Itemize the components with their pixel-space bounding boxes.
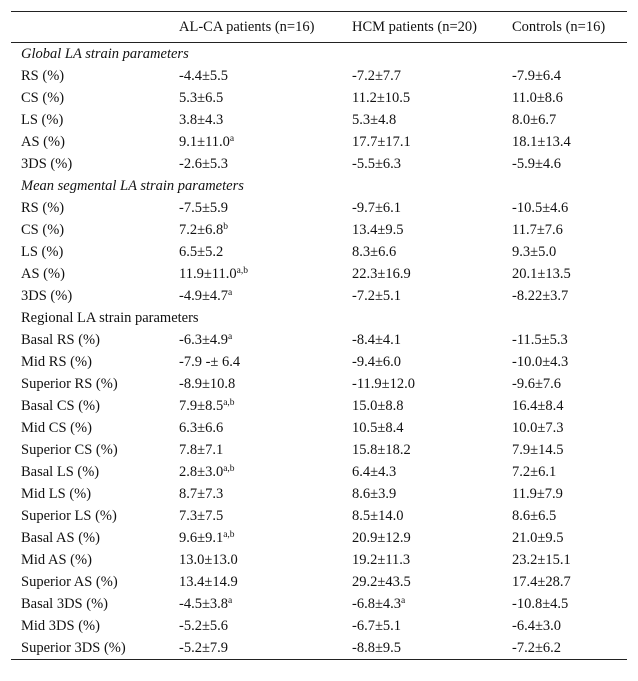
controls-value-cell (512, 109, 627, 131)
hcm-value: -9.4±6.0 (352, 354, 402, 370)
section-header-row (11, 43, 627, 66)
alca-value: 6.3±6.6 (179, 420, 224, 436)
controls-value: 7.2±6.1 (512, 464, 557, 480)
table-row (11, 197, 627, 219)
table-row (11, 417, 627, 439)
controls-value: -6.4±3.0 (512, 618, 562, 634)
alca-value: 2.8±3.0 (179, 464, 224, 480)
alca-value: -5.2±5.6 (179, 618, 229, 634)
hcm-value: -8.4±4.1 (352, 332, 402, 348)
row-label: CS (%) (21, 222, 65, 238)
hcm-value-cell (352, 285, 512, 307)
row-label: CS (%) (21, 90, 65, 106)
alca-value-cell (179, 109, 352, 131)
row-label: Basal AS (%) (21, 530, 100, 546)
controls-value: -7.2±6.2 (512, 640, 562, 656)
alca-value-footnote: a (229, 134, 235, 144)
table-row (11, 395, 627, 417)
row-label: RS (%) (21, 200, 65, 216)
hcm-value: 5.3±4.8 (352, 112, 397, 128)
alca-value-cell (179, 87, 352, 109)
hcm-value: 10.5±8.4 (352, 420, 404, 436)
hcm-value-cell (352, 329, 512, 351)
controls-value-cell (512, 549, 627, 571)
hcm-value-cell (352, 505, 512, 527)
table-row (11, 241, 627, 263)
alca-value-footnote: a,b (223, 530, 235, 540)
alca-value: -5.2±7.9 (179, 640, 229, 656)
hcm-value-cell (352, 153, 512, 175)
row-label: Mid LS (%) (21, 486, 92, 502)
row-label: Basal CS (%) (21, 398, 100, 414)
alca-value-footnote: a (228, 596, 233, 606)
hcm-value: -7.2±5.1 (352, 288, 402, 304)
table-row (11, 329, 627, 351)
controls-value-cell (512, 439, 627, 461)
table-row (11, 527, 627, 549)
controls-value: 17.4±28.7 (512, 574, 571, 590)
hcm-value: 19.2±11.3 (352, 552, 411, 568)
alca-value: 13.4±14.9 (179, 574, 238, 590)
row-label: Mid AS (%) (21, 552, 92, 568)
hcm-value: 20.9±12.9 (352, 530, 411, 546)
row-label: Basal LS (%) (21, 464, 100, 480)
table-row (11, 373, 627, 395)
alca-value-footnote: b (223, 222, 228, 232)
table-row (11, 637, 627, 660)
row-label: LS (%) (21, 244, 64, 260)
controls-value: 18.1±13.4 (512, 134, 571, 150)
alca-value-cell (179, 571, 352, 593)
alca-value-cell (179, 395, 352, 417)
hcm-value: -7.2±7.7 (352, 68, 402, 84)
alca-value: 7.8±7.1 (179, 442, 224, 458)
row-label: 3DS (%) (21, 288, 73, 304)
controls-value-cell (512, 461, 627, 483)
hcm-value: -11.9±12.0 (352, 376, 415, 392)
table-row (11, 483, 627, 505)
controls-value: -10.8±4.5 (512, 596, 569, 612)
alca-value: 7.2±6.8 (179, 222, 224, 238)
alca-value-cell (179, 505, 352, 527)
alca-value-footnote: a (228, 288, 233, 298)
alca-value: -4.5±3.8 (179, 596, 229, 612)
alca-value-cell (179, 417, 352, 439)
table-row (11, 571, 627, 593)
row-label: LS (%) (21, 112, 64, 128)
table-row (11, 439, 627, 461)
row-label: Mid 3DS (%) (21, 618, 100, 634)
controls-value-cell (512, 219, 627, 241)
alca-value: 6.5±5.2 (179, 244, 224, 260)
hcm-value-cell (352, 417, 512, 439)
controls-value: -9.6±7.6 (512, 376, 562, 392)
controls-value: 8.6±6.5 (512, 508, 557, 524)
alca-value: -7.9 -± 6.4 (179, 354, 241, 370)
alca-value-footnote: a (228, 332, 233, 342)
alca-value-cell (179, 439, 352, 461)
hcm-value-cell (352, 241, 512, 263)
alca-value-cell (179, 131, 352, 153)
hcm-value: 15.0±8.8 (352, 398, 404, 414)
hcm-value-cell (352, 461, 512, 483)
controls-value-cell (512, 197, 627, 219)
hcm-value: 6.4±4.3 (352, 464, 397, 480)
hcm-value-cell (352, 131, 512, 153)
hcm-value-cell (352, 219, 512, 241)
table-row (11, 593, 627, 615)
row-label: Mid CS (%) (21, 420, 92, 436)
controls-value-cell (512, 373, 627, 395)
alca-value-cell (179, 351, 352, 373)
table-row (11, 87, 627, 109)
controls-value: 11.0±8.6 (512, 90, 563, 106)
row-label: Superior AS (%) (21, 574, 118, 590)
controls-value: -5.9±4.6 (512, 156, 562, 172)
controls-value: 23.2±15.1 (512, 552, 571, 568)
table-row (11, 615, 627, 637)
table-row (11, 109, 627, 131)
table-row (11, 351, 627, 373)
controls-value-cell (512, 527, 627, 549)
controls-value: 11.9±7.9 (512, 486, 563, 502)
row-label: Mid RS (%) (21, 354, 92, 370)
alca-value-cell (179, 65, 352, 87)
hcm-value-cell (352, 395, 512, 417)
alca-value-cell (179, 483, 352, 505)
hcm-value-cell (352, 87, 512, 109)
hcm-value: -6.8±4.3 (352, 596, 402, 612)
alca-value: 7.9±8.5 (179, 398, 224, 414)
alca-value: -7.5±5.9 (179, 200, 229, 216)
header-blank (11, 12, 179, 43)
alca-value: -8.9±10.8 (179, 376, 236, 392)
alca-value-cell (179, 329, 352, 351)
row-label: AS (%) (21, 266, 65, 282)
alca-value-cell (179, 637, 352, 660)
hcm-value-cell (352, 549, 512, 571)
alca-value-cell (179, 263, 352, 285)
controls-value-cell (512, 571, 627, 593)
row-label: Superior LS (%) (21, 508, 117, 524)
controls-value-cell (512, 417, 627, 439)
hcm-value-cell (352, 351, 512, 373)
row-label: 3DS (%) (21, 156, 73, 172)
hcm-value-cell (352, 483, 512, 505)
alca-value-footnote: a,b (223, 464, 235, 474)
hcm-value: 8.6±3.9 (352, 486, 397, 502)
controls-value-cell (512, 593, 627, 615)
table-row (11, 131, 627, 153)
la-strain-table (11, 11, 627, 660)
table-body (11, 43, 627, 660)
hcm-value: 8.5±14.0 (352, 508, 404, 524)
table-header-row (11, 12, 627, 43)
hcm-value: 22.3±16.9 (352, 266, 411, 282)
controls-value-cell (512, 637, 627, 660)
alca-value: -4.4±5.5 (179, 68, 229, 84)
controls-value-cell (512, 263, 627, 285)
alca-value: 9.6±9.1 (179, 530, 224, 546)
hcm-value-footnote: a (401, 596, 406, 606)
table-row (11, 219, 627, 241)
alca-value-footnote: a,b (223, 398, 235, 408)
hcm-value: 17.7±17.1 (352, 134, 411, 150)
header-alca: AL-CA patients (n=16) (179, 19, 315, 35)
section-title: Global LA strain parameters (21, 46, 189, 62)
table-row (11, 549, 627, 571)
alca-value-cell (179, 615, 352, 637)
controls-value: -7.9±6.4 (512, 68, 562, 84)
hcm-value-cell (352, 439, 512, 461)
controls-value-cell (512, 395, 627, 417)
hcm-value-cell (352, 263, 512, 285)
strain-table-container (11, 11, 627, 660)
controls-value: 7.9±14.5 (512, 442, 564, 458)
alca-value-cell (179, 241, 352, 263)
hcm-value: 8.3±6.6 (352, 244, 397, 260)
table-row (11, 505, 627, 527)
hcm-value-cell (352, 109, 512, 131)
row-label: Superior CS (%) (21, 442, 118, 458)
controls-value: 11.7±7.6 (512, 222, 563, 238)
section-header-row (11, 307, 627, 329)
controls-value-cell (512, 351, 627, 373)
hcm-value-cell (352, 527, 512, 549)
header-hcm: HCM patients (n=20) (352, 19, 477, 35)
controls-value-cell (512, 329, 627, 351)
hcm-value-cell (352, 637, 512, 660)
row-label: Superior RS (%) (21, 376, 118, 392)
controls-value: 21.0±9.5 (512, 530, 564, 546)
header-controls: Controls (n=16) (512, 19, 606, 35)
alca-value: -2.6±5.3 (179, 156, 229, 172)
hcm-value: -9.7±6.1 (352, 200, 402, 216)
row-label: Superior 3DS (%) (21, 640, 126, 656)
hcm-value-cell (352, 593, 512, 615)
hcm-value-cell (352, 571, 512, 593)
hcm-value-cell (352, 197, 512, 219)
hcm-value: -6.7±5.1 (352, 618, 402, 634)
controls-value-cell (512, 285, 627, 307)
controls-value-cell (512, 483, 627, 505)
controls-value: 16.4±8.4 (512, 398, 564, 414)
alca-value-cell (179, 219, 352, 241)
controls-value-cell (512, 65, 627, 87)
alca-value: -6.3±4.9 (179, 332, 229, 348)
controls-value: 10.0±7.3 (512, 420, 564, 436)
table-row (11, 263, 627, 285)
alca-value-cell (179, 461, 352, 483)
hcm-value: 13.4±9.5 (352, 222, 404, 238)
row-label: Basal RS (%) (21, 332, 100, 348)
controls-value: -10.0±4.3 (512, 354, 569, 370)
section-title: Regional LA strain parameters (21, 310, 199, 326)
alca-value-cell (179, 549, 352, 571)
hcm-value-cell (352, 373, 512, 395)
hcm-value: 15.8±18.2 (352, 442, 411, 458)
alca-value: -4.9±4.7 (179, 288, 229, 304)
alca-value-cell (179, 593, 352, 615)
table-row (11, 285, 627, 307)
table-row (11, 153, 627, 175)
controls-value-cell (512, 241, 627, 263)
controls-value: 8.0±6.7 (512, 112, 557, 128)
hcm-value: -8.8±9.5 (352, 640, 402, 656)
controls-value: -8.22±3.7 (512, 288, 569, 304)
alca-value: 11.9±11.0 (179, 266, 237, 282)
alca-value: 9.1±11.0 (179, 134, 230, 150)
controls-value-cell (512, 505, 627, 527)
table-row (11, 65, 627, 87)
controls-value-cell (512, 131, 627, 153)
alca-value: 3.8±4.3 (179, 112, 224, 128)
table-row (11, 461, 627, 483)
alca-value-cell (179, 373, 352, 395)
row-label: RS (%) (21, 68, 65, 84)
hcm-value-cell (352, 615, 512, 637)
alca-value-cell (179, 197, 352, 219)
controls-value: -10.5±4.6 (512, 200, 569, 216)
alca-value-footnote: a,b (236, 266, 248, 276)
hcm-value: 29.2±43.5 (352, 574, 411, 590)
controls-value: 20.1±13.5 (512, 266, 571, 282)
controls-value: 9.3±5.0 (512, 244, 557, 260)
alca-value: 7.3±7.5 (179, 508, 224, 524)
controls-value-cell (512, 87, 627, 109)
hcm-value: 11.2±10.5 (352, 90, 411, 106)
row-label: AS (%) (21, 134, 65, 150)
alca-value-cell (179, 153, 352, 175)
row-label: Basal 3DS (%) (21, 596, 108, 612)
alca-value: 8.7±7.3 (179, 486, 224, 502)
hcm-value-cell (352, 65, 512, 87)
alca-value-cell (179, 285, 352, 307)
hcm-value: -5.5±6.3 (352, 156, 402, 172)
section-title: Mean segmental LA strain parameters (21, 178, 244, 194)
alca-value: 5.3±6.5 (179, 90, 224, 106)
controls-value-cell (512, 615, 627, 637)
alca-value: 13.0±13.0 (179, 552, 238, 568)
alca-value-cell (179, 527, 352, 549)
controls-value-cell (512, 153, 627, 175)
controls-value: -11.5±5.3 (512, 332, 568, 348)
section-header-row (11, 175, 627, 197)
